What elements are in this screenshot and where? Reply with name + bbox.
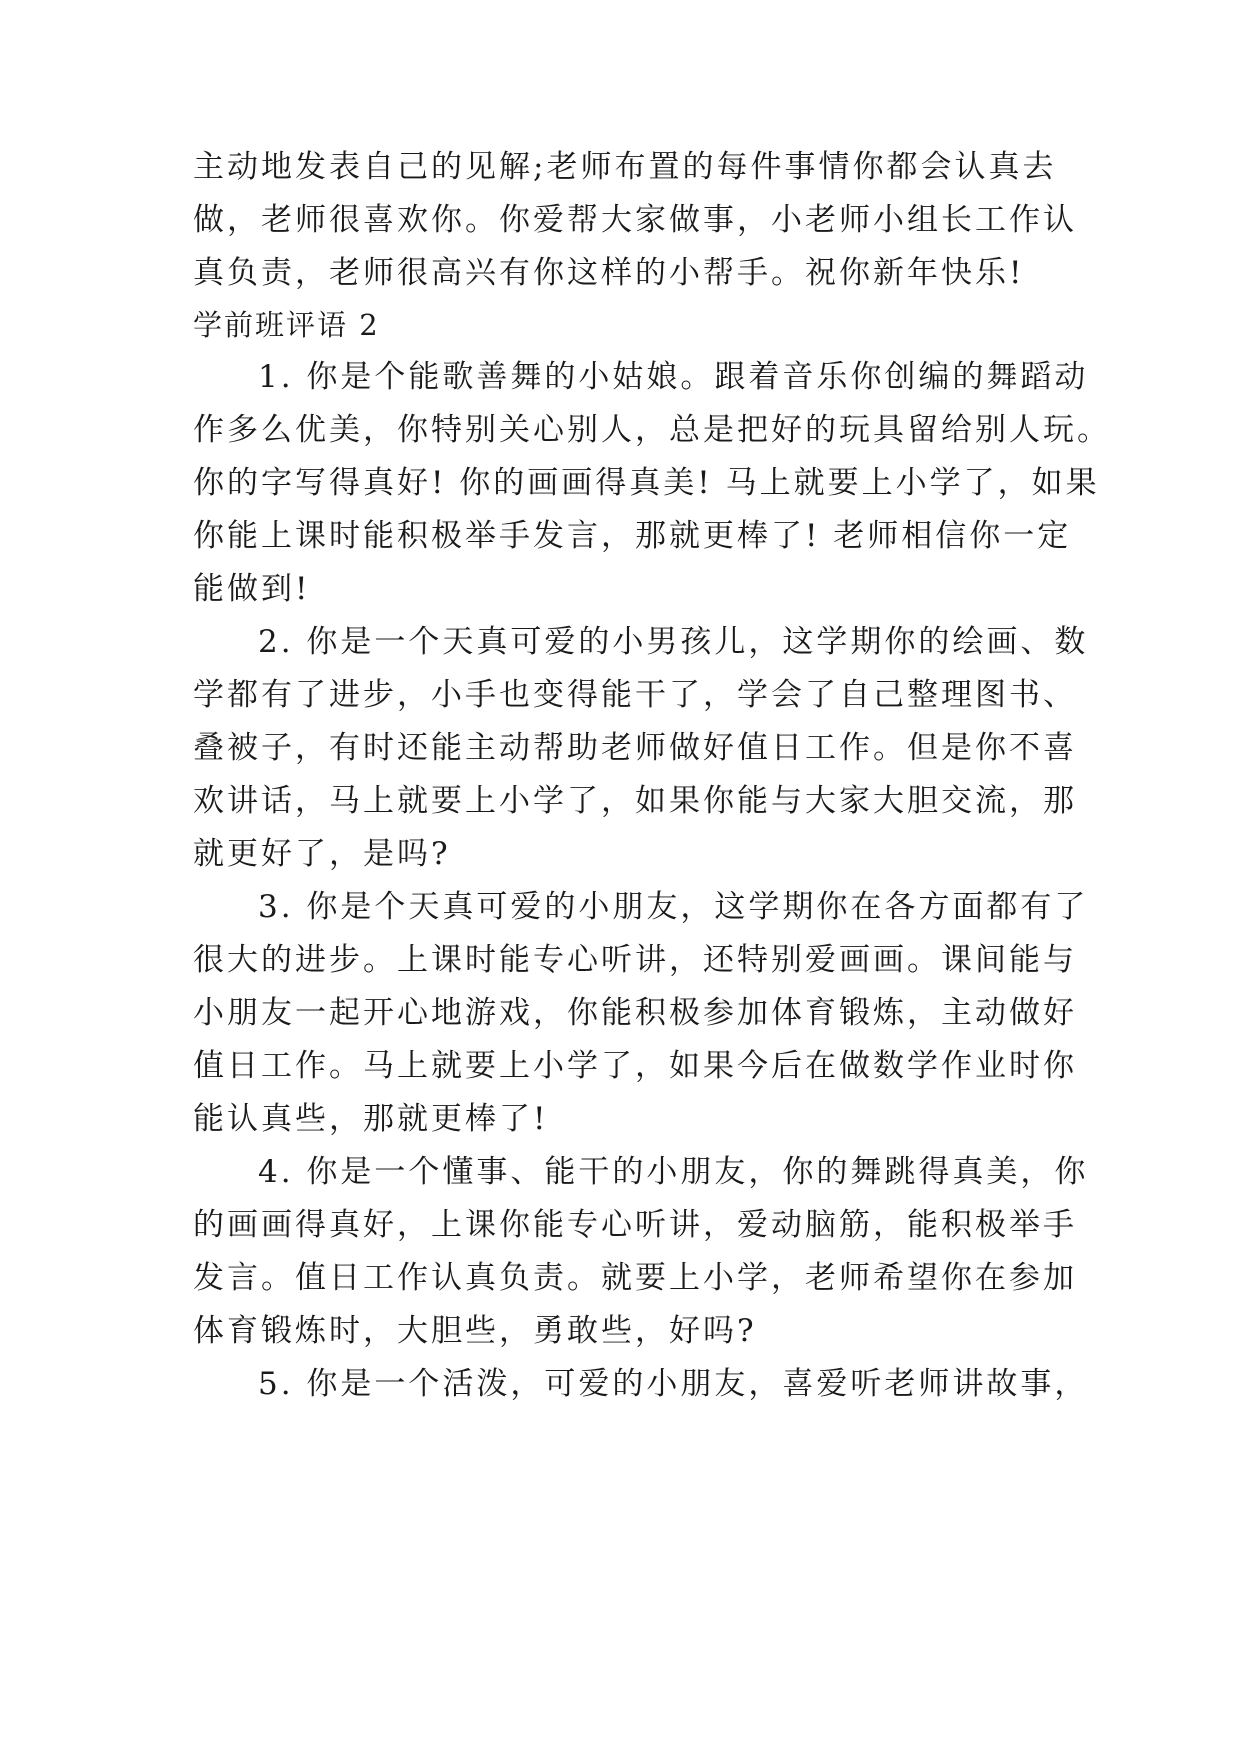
paragraph-line: 3. 你是个天真可爱的小朋友，这学期你在各方面都有了 [258, 889, 1089, 925]
paragraph-line: 的画画得真好，上课你能专心听讲，爱动脑筋，能积极举手 [193, 1207, 1077, 1243]
paragraph-line: 1. 你是个能歌善舞的小姑娘。跟着音乐你创编的舞蹈动 [258, 359, 1089, 395]
paragraph-line: 就更好了，是吗? [193, 836, 451, 872]
paragraph-line: 值日工作。马上就要上小学了，如果今后在做数学作业时你 [193, 1048, 1077, 1084]
paragraph-line: 学都有了进步，小手也变得能干了，学会了自己整理图书、 [193, 677, 1077, 713]
paragraph-line: 体育锻炼时，大胆些，勇敢些，好吗? [193, 1313, 757, 1349]
paragraph-line: 4. 你是一个懂事、能干的小朋友，你的舞跳得真美，你 [258, 1154, 1089, 1190]
paragraph-line: 作多么优美，你特别关心别人，总是把好的玩具留给别人玩。 [193, 412, 1111, 448]
paragraph-line: 欢讲话，马上就要上小学了，如果你能与大家大胆交流，那 [193, 783, 1077, 819]
intro-line: 做，老师很喜欢你。你爱帮大家做事，小老师小组长工作认 [193, 202, 1077, 238]
intro-line: 主动地发表自己的见解;老师布置的每件事情你都会认真去 [193, 149, 1057, 185]
paragraph-line: 能认真些，那就更棒了! [193, 1101, 549, 1137]
paragraph-line: 叠被子，有时还能主动帮助老师做好值日工作。但是你不喜 [193, 730, 1077, 766]
section-title: 学前班评语 2 [193, 308, 380, 342]
paragraph-line: 2. 你是一个天真可爱的小男孩儿，这学期你的绘画、数 [258, 624, 1089, 660]
paragraph-line: 很大的进步。上课时能专心听讲，还特别爱画画。课间能与 [193, 942, 1077, 978]
paragraph-line: 你能上课时能积极举手发言，那就更棒了! 老师相信你一定 [193, 518, 1072, 554]
paragraph-line: 你的字写得真好! 你的画画得真美! 马上就要上小学了，如果 [193, 465, 1100, 501]
intro-line: 真负责，老师很高兴有你这样的小帮手。祝你新年快乐! [193, 255, 1025, 291]
paragraph-line: 小朋友一起开心地游戏，你能积极参加体育锻炼，主动做好 [193, 995, 1077, 1031]
paragraph-line: 能做到! [193, 571, 311, 607]
paragraph-line: 发言。值日工作认真负责。就要上小学，老师希望你在参加 [193, 1260, 1077, 1296]
paragraph-line: 5. 你是一个活泼，可爱的小朋友，喜爱听老师讲故事， [258, 1366, 1089, 1402]
